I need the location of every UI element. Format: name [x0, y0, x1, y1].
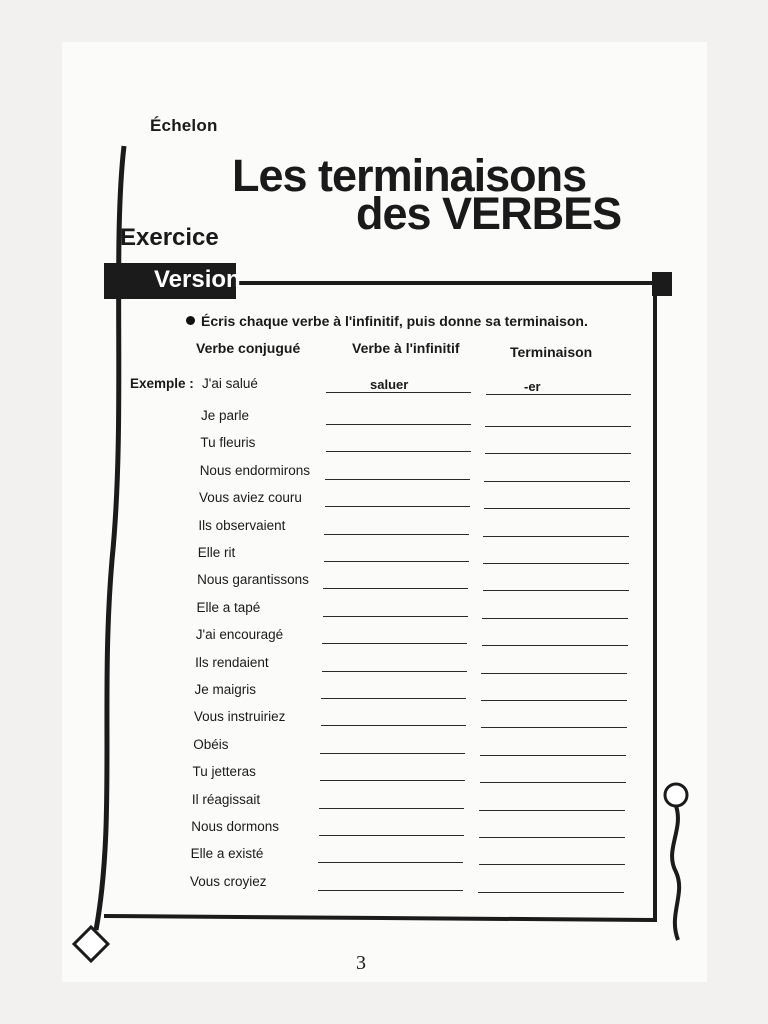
ending-answer-line[interactable]	[485, 453, 631, 454]
infinitive-answer-line[interactable]	[322, 671, 467, 672]
instruction-text	[186, 313, 588, 329]
infinitive-answer-line[interactable]	[321, 698, 466, 699]
ending-answer-line[interactable]	[483, 536, 629, 537]
infinitive-answer-line[interactable]	[318, 890, 463, 891]
ending-answer-line[interactable]	[482, 645, 628, 646]
verb-conjugated: Obéis	[193, 736, 229, 752]
instruction-label: Écris chaque verbe à l'infinitif, puis donne sa terminaison.	[201, 313, 588, 329]
infinitive-answer-line[interactable]	[321, 725, 466, 726]
page-number: 3	[356, 952, 366, 974]
ending-answer-line[interactable]	[479, 837, 625, 838]
ending-answer-line[interactable]	[485, 426, 631, 427]
infinitive-answer-line[interactable]	[319, 808, 464, 809]
verb-conjugated: Il réagissait	[191, 791, 261, 807]
ending-answer-line[interactable]	[479, 810, 625, 811]
ending-answer-line[interactable]	[481, 727, 627, 728]
ending-answer-line[interactable]	[483, 590, 629, 591]
verb-conjugated: Tu jetteras	[192, 764, 256, 780]
ending-answer-line[interactable]	[484, 508, 630, 509]
bullet-icon	[186, 316, 195, 325]
ending-answer-line[interactable]	[483, 563, 629, 564]
exercice-label: Exercice	[120, 224, 219, 251]
verb-conjugated: Elle rit	[197, 545, 236, 560]
example-label: Exemple :	[130, 376, 194, 391]
infinitive-answer-line[interactable]	[325, 479, 470, 480]
ending-answer-line[interactable]	[481, 700, 627, 701]
infinitive-answer-line[interactable]	[323, 616, 468, 617]
ending-answer-line[interactable]	[481, 673, 627, 674]
infinitive-answer-line[interactable]	[320, 780, 465, 781]
verb-conjugated: Je parle	[201, 408, 250, 423]
column-header-conjugated: Verbe conjugué	[196, 340, 301, 356]
verb-conjugated: Tu fleuris	[200, 435, 256, 451]
infinitive-answer-line[interactable]	[325, 506, 470, 507]
example-verb: J'ai salué	[202, 376, 258, 391]
verb-conjugated: Elle a tapé	[196, 599, 261, 615]
echelon-label: Échelon	[150, 116, 218, 135]
infinitive-answer-line[interactable]	[323, 588, 468, 589]
infinitive-answer-line[interactable]	[324, 534, 469, 535]
infinitive-answer-line[interactable]	[326, 424, 471, 425]
example-ending: -er	[524, 379, 541, 394]
verb-conjugated: Vous instruiriez	[193, 709, 286, 725]
verb-conjugated: Nous endormirons	[199, 462, 310, 478]
ending-answer-line[interactable]	[484, 481, 630, 482]
verb-conjugated: Je maigris	[194, 682, 257, 697]
verb-conjugated: Nous garantissons	[197, 572, 309, 588]
ending-answer-line[interactable]	[480, 755, 626, 756]
verb-conjugated: Vous aviez couru	[199, 490, 302, 506]
infinitive-answer-line[interactable]	[326, 451, 471, 452]
example-infinitive: saluer	[370, 377, 409, 392]
example-infinitive-line	[326, 392, 471, 393]
verb-conjugated: Vous croyiez	[189, 873, 267, 889]
infinitive-answer-line[interactable]	[319, 835, 464, 836]
verb-conjugated: Nous dormons	[191, 819, 280, 834]
version-label: Version	[154, 266, 241, 293]
verb-conjugated: J'ai encouragé	[195, 627, 284, 643]
ending-answer-line[interactable]	[479, 864, 625, 865]
verb-conjugated: Ils observaient	[198, 517, 286, 533]
ending-answer-line[interactable]	[480, 782, 626, 783]
verb-conjugated: Ils rendaient	[195, 654, 269, 670]
column-header-infinitive: Verbe à l'infinitif	[352, 340, 460, 356]
verb-conjugated: Elle a existé	[190, 846, 264, 862]
example-ending-line	[486, 394, 631, 395]
infinitive-answer-line[interactable]	[322, 643, 467, 644]
ending-answer-line[interactable]	[482, 618, 628, 619]
ending-answer-line[interactable]	[478, 892, 624, 893]
column-header-ending: Terminaison	[510, 344, 593, 360]
infinitive-answer-line[interactable]	[318, 862, 463, 863]
infinitive-answer-line[interactable]	[324, 561, 469, 562]
page-title-line2: des VERBES	[356, 188, 622, 239]
infinitive-answer-line[interactable]	[320, 753, 465, 754]
page-title-line1: Les terminaisons	[232, 150, 587, 201]
